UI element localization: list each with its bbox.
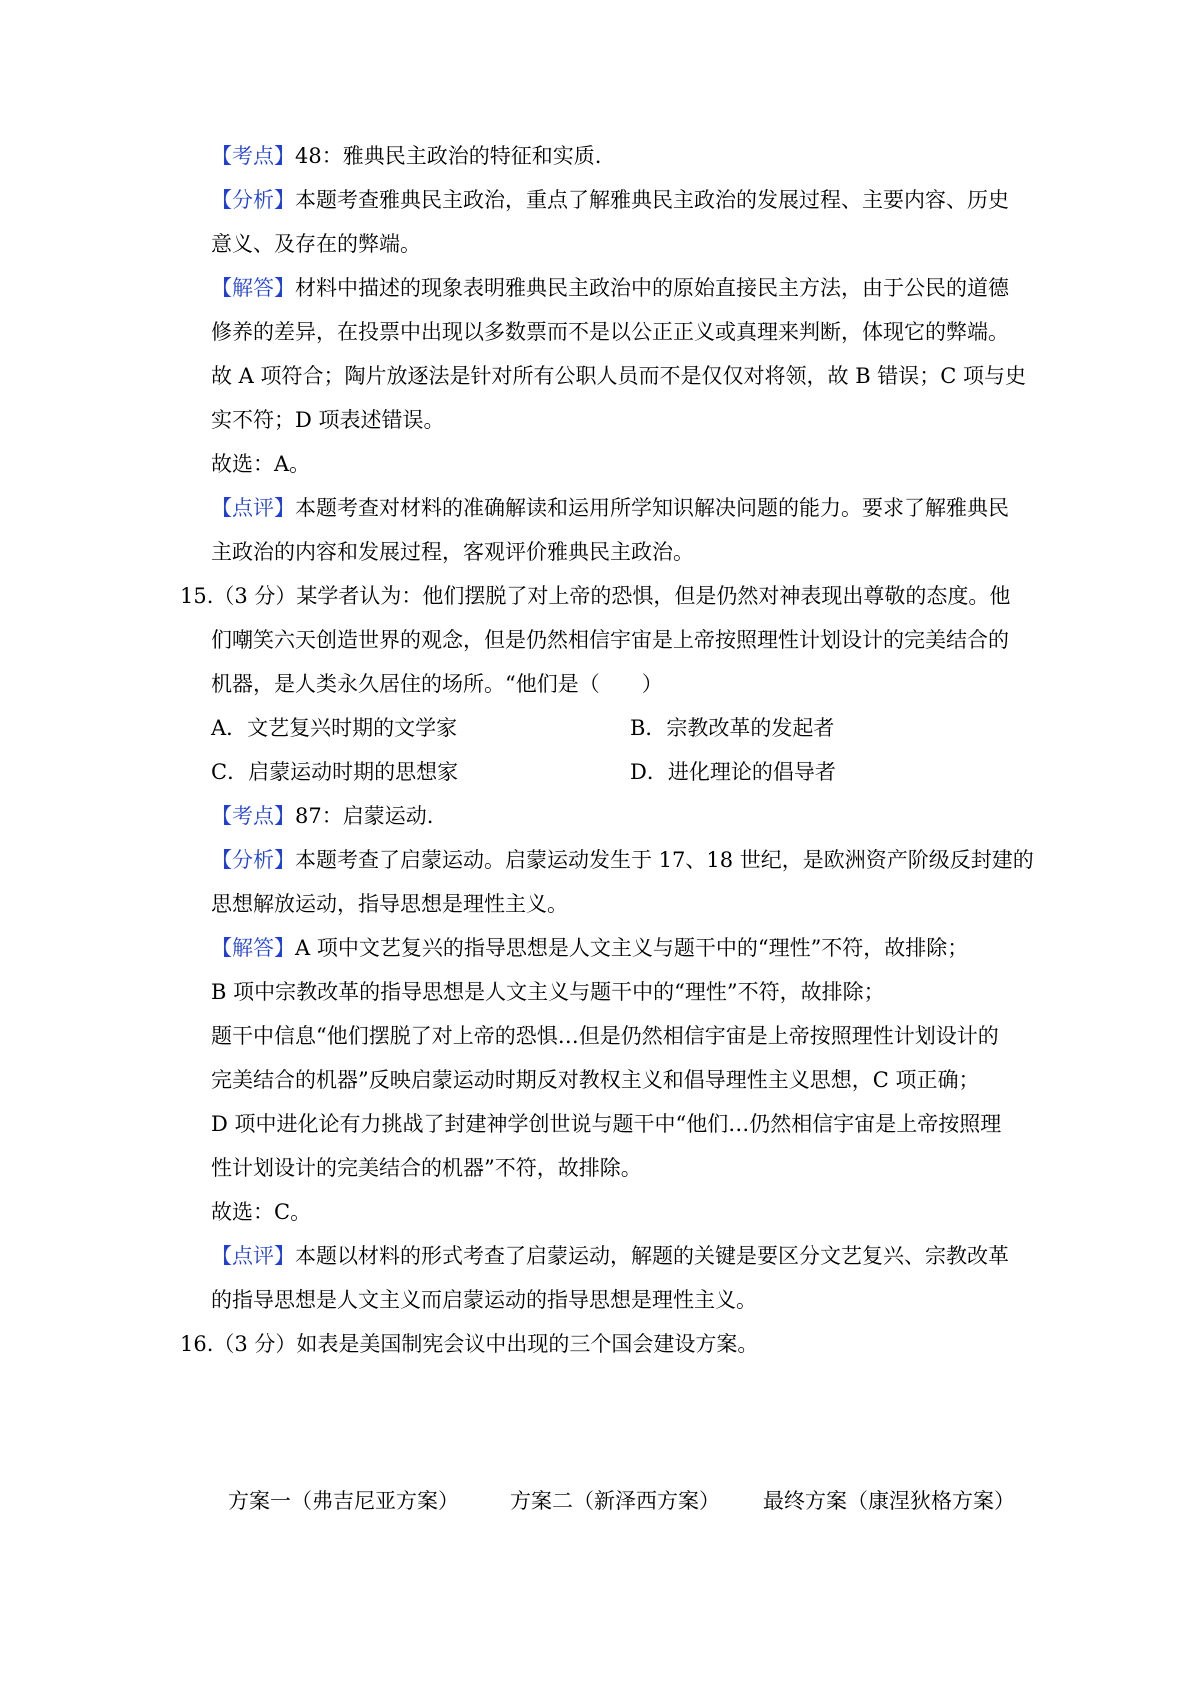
q14-jieda-line-3: 故 A 项符合；陶片放逐法是针对所有公职人员而不是仅仅对将领，故 B 错误；C 项与史 xyxy=(211,364,1027,388)
q15-jieda-line-2: B 项中宗教改革的指导思想是人文主义与题干中的“理性”不符，故排除； xyxy=(211,980,885,1004)
q14-kaodian: 【考点】48：雅典民主政治的特征和实质. xyxy=(211,144,602,168)
q16-stem: 16.（3 分）如表是美国制宪会议中出现的三个国会建设方案。 xyxy=(180,1332,759,1356)
q15-jieda-line-5: D 项中进化论有力挑战了封建神学创世说与题干中“他们…仍然相信宇宙是上帝按照理 xyxy=(211,1112,1002,1136)
tag-dianping: 【点评】 xyxy=(211,1244,295,1268)
tag-dianping: 【点评】 xyxy=(211,496,295,520)
table-header-plan-1: 方案一（弗吉尼亚方案） xyxy=(228,1489,459,1513)
q15-stem-line-2: 们嘲笑六天创造世界的观念，但是仍然相信宇宙是上帝按照理性计划设计的完美结合的 xyxy=(211,628,1009,652)
q15-dianping-line-1: 【点评】本题以材料的形式考查了启蒙运动，解题的关键是要区分文艺复兴、宗教改革 xyxy=(211,1244,1009,1268)
tag-kaodian: 【考点】 xyxy=(211,144,295,168)
tag-jieda: 【解答】 xyxy=(211,276,295,300)
q15-kaodian: 【考点】87：启蒙运动. xyxy=(211,804,434,828)
tag-fenxi: 【分析】 xyxy=(211,188,295,212)
q14-dianping-line-1: 【点评】本题考查对材料的准确解读和运用所学知识解决问题的能力。要求了解雅典民 xyxy=(211,496,1009,520)
q15-jieda-line-6: 性计划设计的完美结合的机器”不符，故排除。 xyxy=(211,1156,642,1180)
table-header-plan-2: 方案二（新泽西方案） xyxy=(510,1489,720,1513)
q14-jieda-line-1: 【解答】材料中描述的现象表明雅典民主政治中的原始直接民主方法，由于公民的道德 xyxy=(211,276,1009,300)
tag-fenxi: 【分析】 xyxy=(211,848,295,872)
q15-jieda-line-3: 题干中信息“他们摆脱了对上帝的恐惧…但是仍然相信宇宙是上帝按照理性计划设计的 xyxy=(211,1024,999,1048)
q14-fenxi-line-2: 意义、及存在的弊端。 xyxy=(211,232,421,256)
table-header-plan-final: 最终方案（康涅狄格方案） xyxy=(763,1489,1015,1513)
q15-stem-line-3: 机器，是人类永久居住的场所。“他们是（ ） xyxy=(211,672,663,696)
q15-option-c: C．启蒙运动时期的思想家 xyxy=(211,760,459,784)
q14-jieda-line-2: 修养的差异，在投票中出现以多数票而不是以公正正义或真理来判断，体现它的弊端。 xyxy=(211,320,1009,344)
q15-stem-line-1: 15.（3 分）某学者认为：他们摆脱了对上帝的恐惧，但是仍然对神表现出尊敬的态度。他 xyxy=(180,584,1011,608)
q15-jieda-line-1: 【解答】A 项中文艺复兴的指导思想是人文主义与题干中的“理性”不符，故排除； xyxy=(211,936,969,960)
q14-answer: 故选：A。 xyxy=(211,452,311,476)
q15-option-d: D．进化理论的倡导者 xyxy=(630,760,836,784)
q15-fenxi-line-2: 思想解放运动，指导思想是理性主义。 xyxy=(211,892,568,916)
q14-fenxi-line-1: 【分析】本题考查雅典民主政治，重点了解雅典民主政治的发展过程、主要内容、历史 xyxy=(211,188,1009,212)
q15-option-a: A．文艺复兴时期的文学家 xyxy=(211,716,458,740)
tag-jieda: 【解答】 xyxy=(211,936,295,960)
q15-option-b: B．宗教改革的发起者 xyxy=(630,716,835,740)
q15-fenxi-line-1: 【分析】本题考查了启蒙运动。启蒙运动发生于 17、18 世纪，是欧洲资产阶级反封建的 xyxy=(211,848,1034,872)
q15-answer: 故选：C。 xyxy=(211,1200,312,1224)
q14-jieda-line-4: 实不符；D 项表述错误。 xyxy=(211,408,445,432)
q15-jieda-line-4: 完美结合的机器”反映启蒙运动时期反对教权主义和倡导理性主义思想，C 项正确； xyxy=(211,1068,980,1092)
tag-kaodian: 【考点】 xyxy=(211,804,295,828)
q15-dianping-line-2: 的指导思想是人文主义而启蒙运动的指导思想是理性主义。 xyxy=(211,1288,757,1312)
q14-dianping-line-2: 主政治的内容和发展过程，客观评价雅典民主政治。 xyxy=(211,540,694,564)
